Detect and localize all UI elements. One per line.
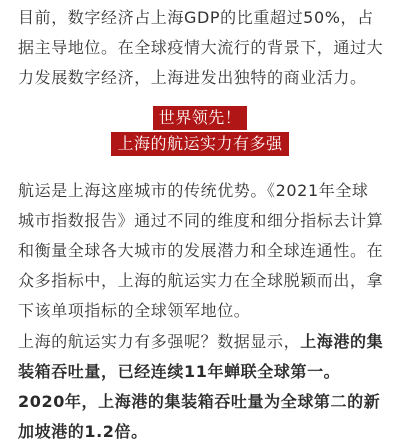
section-heading-line1 <box>0 106 400 130</box>
section-heading-line1-text: 世界领先！ <box>153 106 248 130</box>
container-paragraph-lead: 上海的航运实力有多强呢？数据显示， <box>18 332 301 351</box>
section-heading-line2 <box>0 132 400 156</box>
container-paragraph-bold-1: 上海港的集装箱吞吐量，已经连续11年蝉联全球第一。 <box>18 332 384 381</box>
intro-paragraph: 目前，数字经济占上海GDP的比重超过50%，占据主导地位。在全球疫情大流行的背景下，通过大力发展数字经济，上海进发出独特的商业活力。 <box>18 8 384 87</box>
container-paragraph-bold-2: 2020年，上海港的集装箱吞吐量为全球第二的新加坡港的1.2倍。 <box>18 392 381 441</box>
shipping-paragraph: 航运是上海这座城市的传统优势。《2021年全球城市指数报告》通过不同的维度和细分指标去计算和衡量全球各大城市的发展潜力和全球连通性。在众多指标中，上海的航运实力在全球脱颖而出，拿下该单项指标的全球领军地位。 <box>18 181 384 320</box>
section-heading-line2-text: 上海的航运实力有多强 <box>111 132 288 156</box>
container-paragraph <box>18 327 384 447</box>
